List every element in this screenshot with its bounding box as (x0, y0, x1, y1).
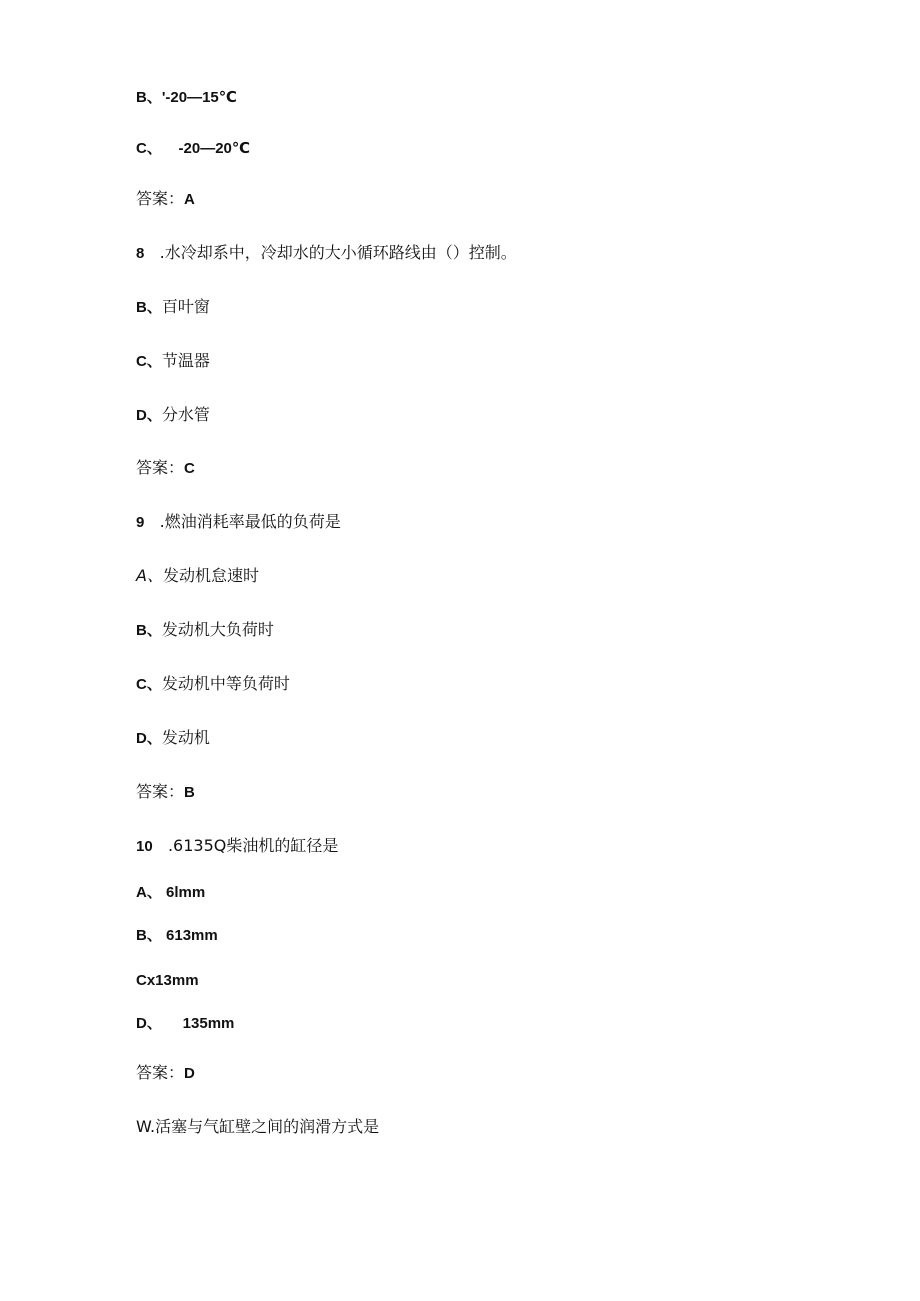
option-b-q8 (136, 297, 210, 318)
option-label: B、 (136, 89, 162, 106)
option-text: 发动机大负荷时 (161, 620, 274, 639)
option-label: B、 (136, 299, 162, 316)
option-label: B、 (136, 622, 162, 639)
option-text: 百叶窗 (161, 297, 210, 316)
option-text: -20—20℃ (161, 140, 251, 157)
option-text: '-20—15℃ (161, 89, 237, 106)
option-text: 135mm (161, 1015, 235, 1032)
option-b-q7 (136, 87, 237, 108)
option-label: D、 (136, 730, 162, 747)
answer-label: 答案： (136, 782, 185, 801)
answer-value: C (184, 460, 195, 477)
question-number: 9 (136, 514, 145, 531)
option-a-q10 (136, 882, 205, 903)
question-text: .6135Q柴油机的缸径是 (152, 836, 339, 855)
answer-q10 (136, 1063, 195, 1084)
option-text: 613mm (161, 927, 218, 944)
answer-value: B (184, 784, 195, 801)
answer-label: 答案： (136, 1063, 185, 1082)
option-text: 分水管 (161, 405, 210, 424)
answer-q7 (136, 189, 195, 210)
question-text: .水冷却系中，冷却水的大小循环路线由（）控制。 (144, 243, 517, 262)
option-c-q8 (136, 351, 210, 372)
option-text: 节温器 (161, 351, 210, 370)
option-label: Cx13mm (136, 972, 199, 989)
option-d-q8 (136, 405, 210, 426)
question-9 (136, 512, 341, 533)
option-label: A、 (136, 566, 163, 585)
answer-label: 答案： (136, 189, 185, 208)
question-10 (136, 836, 338, 857)
option-c-q10 (136, 970, 199, 991)
option-label: D、 (136, 1015, 162, 1032)
option-b-q9 (136, 620, 274, 641)
question-text: W.活塞与气缸壁之间的润滑方式是 (136, 1117, 380, 1136)
option-label: A、 (136, 884, 162, 901)
option-d-q10 (136, 1013, 234, 1034)
answer-value: A (184, 191, 195, 208)
option-label: C、 (136, 353, 162, 370)
option-label: D、 (136, 407, 162, 424)
question-number: 8 (136, 245, 145, 262)
option-text: 6lmm (161, 884, 206, 901)
question-11 (136, 1117, 379, 1137)
answer-label: 答案： (136, 458, 185, 477)
question-number: 10 (136, 838, 153, 855)
answer-q9 (136, 782, 195, 803)
question-8 (136, 243, 517, 264)
option-label: B、 (136, 927, 162, 944)
option-a-q9 (136, 566, 259, 586)
option-label: C、 (136, 676, 162, 693)
option-label: C、 (136, 140, 162, 157)
option-b-q10 (136, 925, 218, 946)
option-text: 发动机 (161, 728, 210, 747)
option-c-q7 (136, 138, 250, 159)
answer-value: D (184, 1065, 195, 1082)
option-text: 发动机中等负荷时 (161, 674, 290, 693)
option-d-q9 (136, 728, 210, 749)
question-text: .燃油消耗率最低的负荷是 (144, 512, 341, 531)
option-text: 发动机怠速时 (162, 566, 259, 585)
answer-q8 (136, 458, 195, 479)
option-c-q9 (136, 674, 290, 695)
